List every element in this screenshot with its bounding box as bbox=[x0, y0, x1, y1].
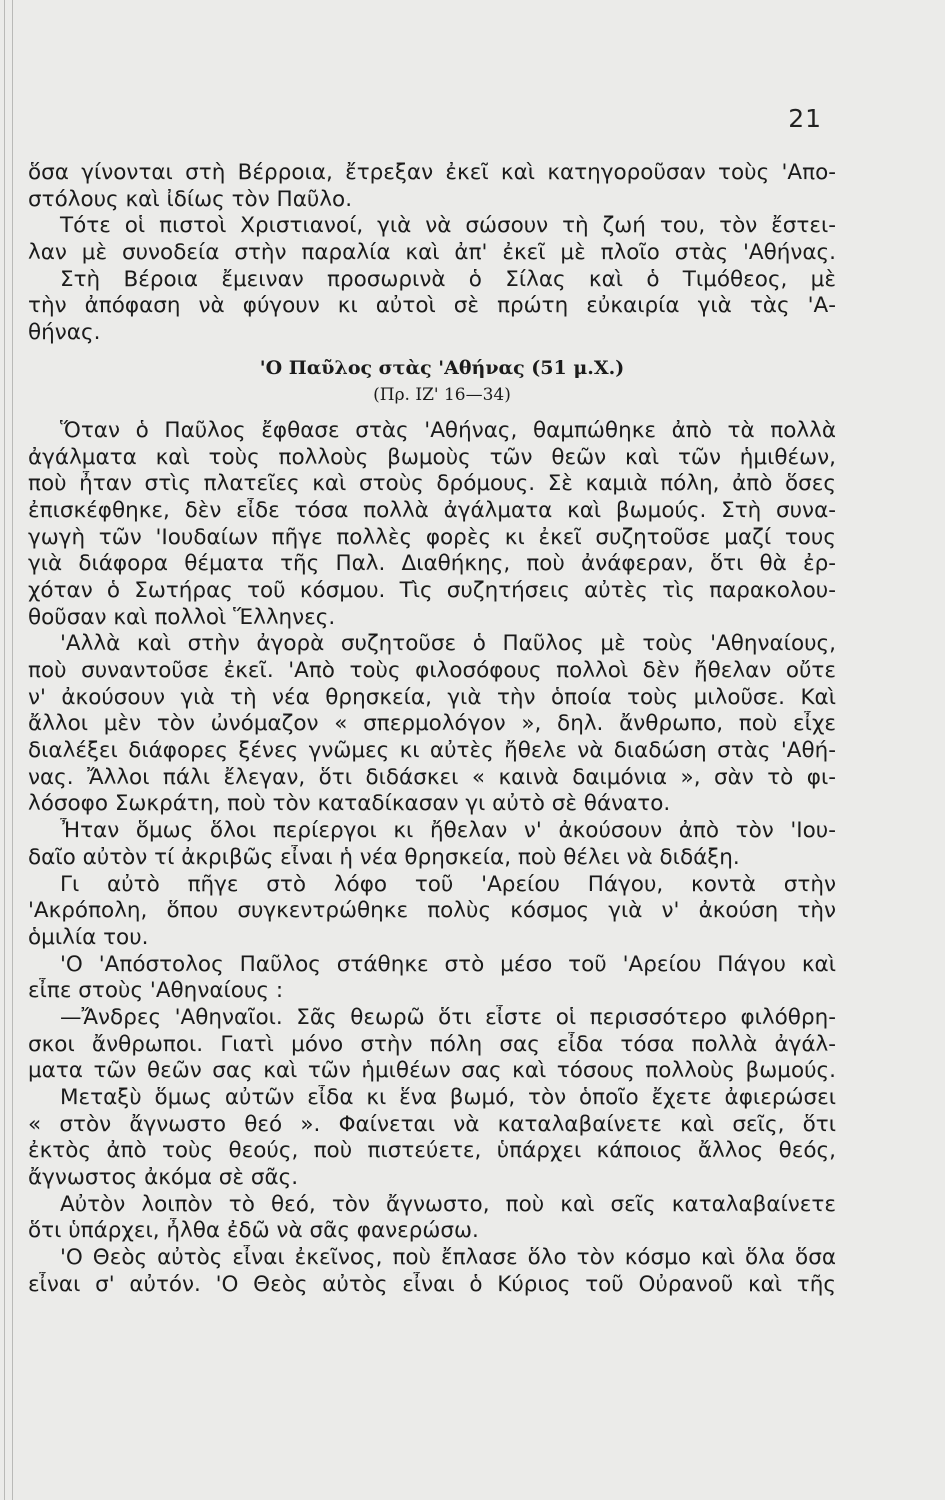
page-number: 21 bbox=[788, 104, 822, 133]
text-line: στόλους καὶ ἰδίως τὸν Παῦλο. bbox=[28, 186, 353, 212]
text-line: Ὅταν ὁ Παῦλος ἔφθασε στὰς 'Αθήνας, θαμπώθηκε ἀπὸ τὰ πολλὰ bbox=[60, 417, 836, 443]
text-line: Αὐτὸν λοιπὸν τὸ θεό, τὸν ἄγνωστο, ποὺ καὶ σεῖς καταλαβαίνετε bbox=[60, 1191, 836, 1217]
text-line: Τότε οἱ πιστοὶ Χριστιανοί, γιὰ νὰ σώσουν τὴ ζωή του, τὸν ἔστει- bbox=[60, 213, 836, 239]
text-line: λόσοφο Σωκράτη, ποὺ τὸν καταδίκασαν γι αὐτὸ σὲ θάνατο. bbox=[28, 791, 671, 817]
text-line: ὁμιλία του. bbox=[28, 924, 149, 950]
text-line: Μεταξὺ ὅμως αὐτῶν εἶδα κι ἕνα βωμό, τὸν ὁποῖο ἔχετε ἀφιερώσει bbox=[60, 1085, 836, 1110]
text-line: εἶναι σ' αὐτόν. 'Ο Θεὸς αὐτὸς εἶναι ὁ Κύριος τοῦ Οὐρανοῦ καὶ τῆς bbox=[28, 1271, 836, 1297]
text-line: δαῖο αὐτὸν τί ἀκριβῶς εἶναι ἡ νέα θρησκεία, ποὺ θέλει νὰ διδάξη. bbox=[28, 844, 740, 870]
text-line: 'Ακρόπολη, ὅπου συγκεντρώθηκε πολὺς κόσμος γιὰ ν' ἀκούση τὴν bbox=[28, 898, 836, 924]
binding-edge bbox=[4, 0, 5, 1500]
text-line: « στὸν ἄγνωστο θεό ». Φαίνεται νὰ καταλαβαίνετε καὶ σεῖς, ὅτι bbox=[28, 1111, 836, 1137]
text-line: ἄγνωστος ἀκόμα σὲ σᾶς. bbox=[28, 1165, 299, 1191]
text-line: χόταν ὁ Σωτήρας τοῦ κόσμου. Τὶς συζητήσεις αὐτὲς τὶς παρακολου- bbox=[28, 577, 836, 603]
text-line: λαν μὲ συνοδεία στὴν παραλία καὶ ἀπ' ἐκεῖ μὲ πλοῖο στὰς 'Αθήνας. bbox=[28, 240, 836, 266]
text-line: Ἦταν ὅμως ὅλοι περίεργοι κι ἤθελαν ν' ἀκούσουν ἀπὸ τὸν 'Ιου- bbox=[60, 818, 836, 844]
binding-edge bbox=[12, 0, 13, 1500]
text-line: ν' ἀκούσουν γιὰ τὴ νέα θρησκεία, γιὰ τὴν ὁποία τοὺς μιλοῦσε. Καὶ bbox=[28, 684, 836, 710]
text-line: θοῦσαν καὶ πολλοὶ Ἕλληνες. bbox=[28, 604, 336, 630]
text-line: τὴν ἀπόφαση νὰ φύγουν κι αὐτοὶ σὲ πρώτη εὐκαιρία γιὰ τὰς 'Α- bbox=[28, 293, 836, 319]
text-line: γιὰ διάφορα θέματα τῆς Παλ. Διαθήκης, ποὺ ἀνάφεραν, ὅτι θὰ ἐρ- bbox=[28, 551, 836, 577]
text-line: Γι αὐτὸ πῆγε στὸ λόφο τοῦ 'Αρείου Πάγου, κοντὰ στὴν bbox=[60, 871, 836, 897]
text-line: γωγὴ τῶν 'Ιουδαίων πῆγε πολλὲς φορὲς κι ἐκεῖ συζητοῦσε μαζί τους bbox=[28, 524, 836, 550]
text-line: ὅσα γίνονται στὴ Βέρροια, ἔτρεξαν ἐκεῖ καὶ κατηγοροῦσαν τοὺς 'Απο- bbox=[28, 160, 836, 185]
text-line: νας. Ἄλλοι πάλι ἔλεγαν, ὅτι διδάσκει « καινὰ δαιμόνια », σὰν τὸ φι- bbox=[28, 764, 836, 790]
text-line: ἀγάλματα καὶ τοὺς πολλοὺς βωμοὺς τῶν θεῶν καὶ τῶν ἡμιθέων, bbox=[28, 444, 836, 470]
text-line: ποὺ συναντοῦσε ἐκεῖ. 'Απὸ τοὺς φιλοσόφους πολλοὶ δὲν ἤθελαν οὔτε bbox=[28, 658, 836, 683]
text-line: 'Αλλὰ καὶ στὴν ἀγορὰ συζητοῦσε ὁ Παῦλος μὲ τοὺς 'Αθηναίους, bbox=[60, 631, 836, 657]
text-line: ἐκτὸς ἀπὸ τοὺς θεούς, ποὺ πιστεύετε, ὑπάρχει κάποιος ἄλλος θεός, bbox=[28, 1138, 836, 1164]
text-line: εἶπε στοὺς 'Αθηναίους : bbox=[28, 978, 284, 1004]
section-reference: (Πρ. ΙΖ' 16—34) bbox=[373, 384, 511, 405]
text-line: Στὴ Βέροια ἔμειναν προσωρινὰ ὁ Σίλας καὶ ὁ Τιμόθεος, μὲ bbox=[60, 266, 836, 292]
text-line: ποὺ ἦταν στὶς πλατεῖες καὶ στοὺς δρόμους. Σὲ καμιὰ πόλη, ἀπὸ ὅσες bbox=[28, 471, 836, 497]
text-line: —Ἄνδρες 'Αθηναῖοι. Σᾶς θεωρῶ ὅτι εἶστε οἱ περισσότερο φιλόθρη- bbox=[60, 1004, 836, 1030]
text-line: διαλέξει διάφορες ξένες γνῶμες κι αὐτὲς ἤθελε νὰ διαδώση στὰς 'Αθή- bbox=[28, 738, 836, 764]
text-line: θήνας. bbox=[28, 320, 101, 346]
text-line: 'Ο Θεὸς αὐτὸς εἶναι ἐκεῖνος, ποὺ ἔπλασε ὅλο τὸν κόσμο καὶ ὅλα ὅσα bbox=[60, 1245, 836, 1271]
text-line: ἐπισκέφθηκε, δὲν εἶδε τόσα πολλὰ ἀγάλματα καὶ βωμούς. Στὴ συνα- bbox=[28, 497, 836, 523]
text-line: ὅτι ὑπάρχει, ἦλθα ἐδῶ νὰ σᾶς φανερώσω. bbox=[28, 1218, 479, 1244]
text-line: ἄλλοι μὲν τὸν ὠνόμαζον « σπερμολόγον », δηλ. ἄνθρωπο, ποὺ εἶχε bbox=[28, 711, 836, 737]
text-line: ματα τῶν θεῶν σας καὶ τῶν ἡμιθέων σας καὶ τόσους πολλοὺς βωμούς. bbox=[28, 1058, 836, 1084]
body-text bbox=[28, 160, 836, 1299]
text-line: σκοι ἄνθρωποι. Γιατὶ μόνο στὴν πόλη σας εἶδα τόσα πολλὰ ἀγάλ- bbox=[28, 1031, 836, 1057]
text-line: 'Ο 'Απόστολος Παῦλος στάθηκε στὸ μέσο τοῦ 'Αρείου Πάγου καὶ bbox=[60, 951, 836, 977]
section-heading: 'Ο Παῦλος στὰς 'Αθήνας (51 μ.Χ.) bbox=[259, 356, 625, 379]
